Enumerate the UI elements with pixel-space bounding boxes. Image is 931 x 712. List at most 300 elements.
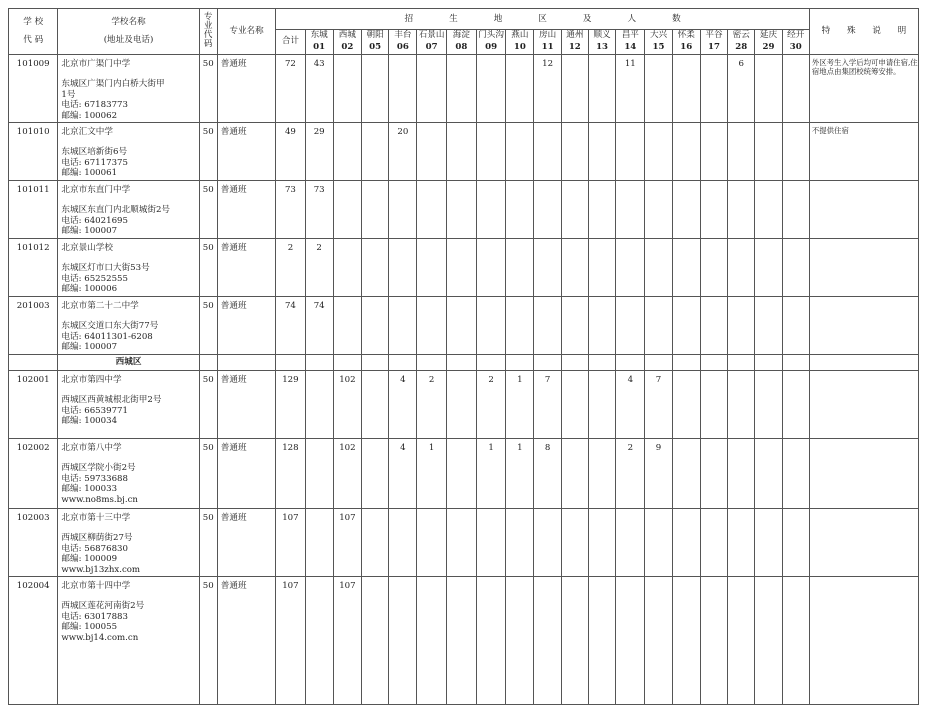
enrollment-table	[8, 8, 919, 705]
count-朝阳	[362, 371, 389, 439]
count-门头沟	[476, 297, 505, 355]
count-合计: 73	[276, 181, 305, 239]
count-昌平	[616, 181, 645, 239]
count-丰台: 20	[389, 123, 417, 181]
school-postcode: 邮编: 100055	[61, 622, 118, 633]
count-密云: 6	[728, 55, 755, 123]
count-延庆	[755, 577, 782, 705]
special-note	[809, 439, 918, 509]
district-empty	[199, 355, 217, 371]
school-info	[58, 181, 199, 239]
count-东城: 74	[305, 297, 333, 355]
count-经开	[782, 123, 809, 181]
count-东城: 73	[305, 181, 333, 239]
school-info	[58, 55, 199, 123]
school-code: 201003	[9, 297, 58, 355]
count-通州	[561, 239, 588, 297]
count-顺义	[588, 577, 615, 705]
count-昌平	[616, 577, 645, 705]
region-name: 昌平	[621, 30, 639, 41]
count-经开	[782, 577, 809, 705]
count-合计: 107	[276, 577, 305, 705]
district-empty	[561, 355, 588, 371]
school-code: 101012	[9, 239, 58, 297]
count-通州	[561, 297, 588, 355]
region-code: 02	[341, 42, 354, 52]
school-name: 北京景山学校	[61, 243, 113, 253]
school-name: 北京汇文中学	[61, 127, 113, 137]
school-info	[58, 371, 199, 439]
count-丰台	[389, 509, 417, 577]
table-row	[9, 439, 919, 509]
school-name: 北京市第十三中学	[61, 513, 131, 523]
count-大兴	[645, 509, 672, 577]
region-name: 经开	[787, 30, 805, 41]
district-empty	[672, 355, 700, 371]
district-empty	[700, 355, 727, 371]
count-通州	[561, 371, 588, 439]
count-西城	[333, 181, 361, 239]
header-region-3	[362, 30, 389, 55]
count-朝阳	[362, 509, 389, 577]
count-西城: 102	[333, 439, 361, 509]
count-顺义	[588, 123, 615, 181]
region-code: 17	[708, 42, 720, 52]
count-朝阳	[362, 297, 389, 355]
count-经开	[782, 239, 809, 297]
region-name: 延庆	[759, 30, 778, 41]
table-row	[9, 123, 919, 181]
count-顺义	[588, 55, 615, 123]
count-西城: 107	[333, 509, 361, 577]
school-address: 1号	[61, 89, 76, 100]
count-怀柔	[672, 577, 700, 705]
count-密云	[728, 439, 755, 509]
count-昌平: 4	[616, 371, 645, 439]
school-phone: 电话: 63017883	[61, 611, 128, 622]
count-合计: 2	[276, 239, 305, 297]
special-note	[809, 297, 918, 355]
count-燕山	[506, 181, 534, 239]
count-平谷	[700, 181, 727, 239]
count-平谷	[700, 239, 727, 297]
school-code: 101011	[9, 181, 58, 239]
region-name: 房山	[538, 30, 557, 41]
header-region-15	[700, 30, 727, 55]
count-密云	[728, 181, 755, 239]
count-平谷	[700, 123, 727, 181]
count-门头沟	[476, 577, 505, 705]
district-empty	[276, 355, 305, 371]
district-label: 西城区	[58, 355, 199, 371]
count-燕山	[506, 123, 534, 181]
count-房山	[534, 181, 561, 239]
count-东城: 43	[305, 55, 333, 123]
district-empty	[534, 355, 561, 371]
major-name: 普通班	[217, 297, 276, 355]
header-region-title: 招生地区及人数	[276, 9, 810, 30]
district-empty	[362, 355, 389, 371]
count-顺义	[588, 509, 615, 577]
count-朝阳	[362, 181, 389, 239]
school-phone: 电话: 64021695	[61, 215, 128, 226]
count-房山	[534, 577, 561, 705]
major-name: 普通班	[217, 55, 276, 123]
region-name: 大兴	[649, 30, 668, 41]
count-延庆	[755, 371, 782, 439]
header-region-9	[534, 30, 561, 55]
count-大兴	[645, 297, 672, 355]
count-大兴	[645, 55, 672, 123]
count-昌平	[616, 509, 645, 577]
count-石景山: 1	[417, 439, 446, 509]
count-石景山	[417, 55, 446, 123]
school-postcode: 邮编: 100007	[61, 226, 118, 237]
count-燕山	[506, 55, 534, 123]
school-postcode: 邮编: 100062	[61, 110, 118, 121]
region-name: 海淀	[452, 30, 470, 41]
count-丰台	[389, 181, 417, 239]
count-朝阳	[362, 55, 389, 123]
count-怀柔	[672, 371, 700, 439]
count-丰台	[389, 55, 417, 123]
major-name: 普通班	[217, 371, 276, 439]
school-name: 北京市第十四中学	[61, 581, 131, 591]
count-合计: 107	[276, 509, 305, 577]
school-code: 102004	[9, 577, 58, 705]
region-name: 东城	[310, 30, 328, 41]
school-info	[58, 577, 199, 705]
school-phone: 电话: 64011301-6208	[61, 331, 153, 342]
school-name: 北京市第四中学	[61, 375, 122, 385]
school-postcode: 邮编: 100009	[61, 554, 118, 565]
table-row	[9, 181, 919, 239]
count-密云	[728, 239, 755, 297]
school-postcode: 邮编: 100033	[61, 484, 118, 495]
count-怀柔	[672, 181, 700, 239]
region-code: 10	[513, 42, 526, 52]
count-海淀	[446, 55, 476, 123]
header-region-14	[672, 30, 700, 55]
table-row	[9, 297, 919, 355]
count-门头沟: 2	[476, 371, 505, 439]
district-empty	[728, 355, 755, 371]
major-name: 普通班	[217, 181, 276, 239]
region-name: 朝阳	[366, 30, 384, 41]
region-name: 丰台	[394, 30, 412, 41]
table-body	[9, 55, 919, 705]
count-平谷	[700, 55, 727, 123]
header-region-4	[389, 30, 417, 55]
count-门头沟	[476, 123, 505, 181]
count-朝阳	[362, 439, 389, 509]
region-code: 28	[735, 42, 748, 52]
count-密云	[728, 371, 755, 439]
school-address: 西城区西黄城根北街甲2号	[61, 395, 162, 406]
count-通州	[561, 577, 588, 705]
header-region-10	[561, 30, 588, 55]
school-name: 北京市东直门中学	[61, 185, 131, 195]
district-empty	[755, 355, 782, 371]
count-朝阳	[362, 123, 389, 181]
count-经开	[782, 509, 809, 577]
district-empty	[305, 355, 333, 371]
table-row	[9, 577, 919, 705]
school-website: www.bj13zhx.com	[61, 564, 141, 575]
district-row	[9, 355, 919, 371]
count-合计: 49	[276, 123, 305, 181]
school-phone: 电话: 67117375	[61, 157, 128, 168]
region-code: 30	[789, 42, 802, 52]
count-怀柔	[672, 55, 700, 123]
count-东城: 2	[305, 239, 333, 297]
count-门头沟	[476, 55, 505, 123]
header-region-8	[506, 30, 534, 55]
count-怀柔	[672, 297, 700, 355]
count-怀柔	[672, 439, 700, 509]
region-code: 06	[396, 42, 409, 52]
count-平谷	[700, 371, 727, 439]
school-phone: 电话: 59733688	[61, 473, 128, 484]
region-name: 西城	[338, 30, 356, 41]
count-昌平	[616, 123, 645, 181]
count-海淀	[446, 297, 476, 355]
school-name: 北京市第二十二中学	[61, 301, 139, 311]
district-empty	[782, 355, 809, 371]
header-region-13	[645, 30, 672, 55]
header-region-12	[616, 30, 645, 55]
count-经开	[782, 297, 809, 355]
count-石景山	[417, 509, 446, 577]
major-name: 普通班	[217, 123, 276, 181]
major-code: 50	[199, 509, 217, 577]
count-石景山	[417, 181, 446, 239]
count-大兴: 9	[645, 439, 672, 509]
region-code: 12	[568, 42, 581, 52]
header-school-code: 学 校 代 码	[9, 9, 58, 55]
count-燕山: 1	[506, 371, 534, 439]
major-name: 普通班	[217, 439, 276, 509]
count-昌平	[616, 297, 645, 355]
count-合计: 74	[276, 297, 305, 355]
count-大兴	[645, 123, 672, 181]
region-name: 平谷	[705, 30, 723, 41]
region-code: 16	[680, 42, 693, 52]
count-门头沟	[476, 239, 505, 297]
count-门头沟: 1	[476, 439, 505, 509]
header-region-1	[305, 30, 333, 55]
school-phone: 电话: 67183773	[61, 100, 128, 111]
district-empty	[506, 355, 534, 371]
school-code: 102002	[9, 439, 58, 509]
district-empty	[389, 355, 417, 371]
count-丰台	[389, 239, 417, 297]
region-name: 燕山	[511, 30, 529, 41]
count-房山	[534, 297, 561, 355]
count-丰台: 4	[389, 371, 417, 439]
school-address: 东城区广渠门内白桥大街甲	[61, 79, 165, 90]
header-region-17	[755, 30, 782, 55]
table-row	[9, 509, 919, 577]
major-code: 50	[199, 239, 217, 297]
count-平谷	[700, 439, 727, 509]
count-大兴	[645, 181, 672, 239]
count-石景山: 2	[417, 371, 446, 439]
school-info	[58, 439, 199, 509]
table-row	[9, 371, 919, 439]
major-code: 50	[199, 123, 217, 181]
district-empty	[809, 355, 918, 371]
school-code: 101010	[9, 123, 58, 181]
count-房山: 8	[534, 439, 561, 509]
count-西城	[333, 297, 361, 355]
table-row	[9, 239, 919, 297]
table-header	[9, 9, 919, 55]
region-code: 13	[596, 42, 609, 52]
count-丰台	[389, 297, 417, 355]
count-海淀	[446, 439, 476, 509]
count-门头沟	[476, 509, 505, 577]
count-昌平: 2	[616, 439, 645, 509]
count-海淀	[446, 509, 476, 577]
school-info	[58, 509, 199, 577]
count-平谷	[700, 509, 727, 577]
count-燕山	[506, 239, 534, 297]
count-燕山	[506, 509, 534, 577]
header-region-7	[476, 30, 505, 55]
count-密云	[728, 123, 755, 181]
district-empty	[588, 355, 615, 371]
count-石景山	[417, 577, 446, 705]
count-大兴	[645, 577, 672, 705]
count-经开	[782, 439, 809, 509]
special-note	[809, 509, 918, 577]
count-房山	[534, 239, 561, 297]
count-昌平	[616, 239, 645, 297]
major-code: 50	[199, 371, 217, 439]
count-顺义	[588, 239, 615, 297]
count-密云	[728, 577, 755, 705]
count-海淀	[446, 371, 476, 439]
count-通州	[561, 181, 588, 239]
count-丰台: 4	[389, 439, 417, 509]
count-东城	[305, 577, 333, 705]
count-怀柔	[672, 239, 700, 297]
count-东城: 29	[305, 123, 333, 181]
header-region-5	[417, 30, 446, 55]
count-海淀	[446, 239, 476, 297]
count-东城	[305, 439, 333, 509]
major-name: 普通班	[217, 577, 276, 705]
count-石景山	[417, 297, 446, 355]
special-note: 外区考生入学后均可申请住宿,住宿地点由集团校统筹安排。	[809, 55, 918, 123]
count-通州	[561, 439, 588, 509]
district-empty	[9, 355, 58, 371]
school-address: 东城区培新街6号	[61, 147, 128, 158]
count-合计: 128	[276, 439, 305, 509]
school-name: 北京市广渠门中学	[61, 59, 131, 69]
count-海淀	[446, 577, 476, 705]
count-延庆	[755, 439, 782, 509]
count-经开	[782, 181, 809, 239]
table-row	[9, 55, 919, 123]
school-address: 西城区莲花河南街2号	[61, 601, 145, 612]
school-info	[58, 297, 199, 355]
school-postcode: 邮编: 100006	[61, 284, 118, 295]
count-东城	[305, 509, 333, 577]
region-code: 05	[369, 42, 382, 52]
major-code: 50	[199, 439, 217, 509]
count-通州	[561, 123, 588, 181]
region-name: 通州	[566, 30, 584, 41]
enrollment-document	[8, 8, 919, 705]
major-code: 50	[199, 577, 217, 705]
special-note	[809, 371, 918, 439]
header-note: 特 殊 说 明	[809, 9, 918, 55]
region-code: 29	[762, 42, 775, 52]
school-name: 北京市第八中学	[61, 443, 122, 453]
region-name: 合计	[281, 36, 300, 47]
count-石景山	[417, 123, 446, 181]
region-code: 15	[652, 42, 665, 52]
school-website: www.bj14.com.cn	[61, 632, 139, 643]
count-大兴: 7	[645, 371, 672, 439]
header-region-2	[333, 30, 361, 55]
region-name: 密云	[732, 30, 750, 41]
count-延庆	[755, 123, 782, 181]
school-info	[58, 239, 199, 297]
school-address: 西城区柳荫街27号	[61, 533, 133, 544]
region-code: 08	[455, 42, 468, 52]
region-code: 01	[313, 42, 326, 52]
count-海淀	[446, 181, 476, 239]
count-朝阳	[362, 239, 389, 297]
district-empty	[446, 355, 476, 371]
header-region-0	[276, 30, 305, 55]
major-code: 50	[199, 181, 217, 239]
region-name: 门头沟	[478, 30, 504, 41]
count-怀柔	[672, 509, 700, 577]
count-延庆	[755, 181, 782, 239]
region-code: 09	[485, 42, 498, 52]
count-经开	[782, 55, 809, 123]
header-region-11	[588, 30, 615, 55]
region-code: 11	[541, 42, 554, 52]
school-postcode: 邮编: 100061	[61, 168, 118, 179]
school-postcode: 邮编: 100034	[61, 416, 118, 427]
school-info	[58, 123, 199, 181]
district-empty	[417, 355, 446, 371]
count-经开	[782, 371, 809, 439]
header-school-name: 学校名称 (地址及电话)	[58, 9, 199, 55]
district-empty	[645, 355, 672, 371]
count-延庆	[755, 55, 782, 123]
count-朝阳	[362, 577, 389, 705]
count-门头沟	[476, 181, 505, 239]
school-phone: 电话: 65252555	[61, 273, 128, 284]
special-note	[809, 577, 918, 705]
major-code: 50	[199, 55, 217, 123]
count-通州	[561, 509, 588, 577]
region-name: 怀柔	[677, 30, 695, 41]
region-name: 顺义	[593, 30, 611, 41]
count-顺义	[588, 439, 615, 509]
school-phone: 电话: 56876830	[61, 543, 128, 554]
count-顺义	[588, 181, 615, 239]
count-延庆	[755, 239, 782, 297]
header-major-code: 专业代码	[199, 9, 217, 55]
count-东城	[305, 371, 333, 439]
